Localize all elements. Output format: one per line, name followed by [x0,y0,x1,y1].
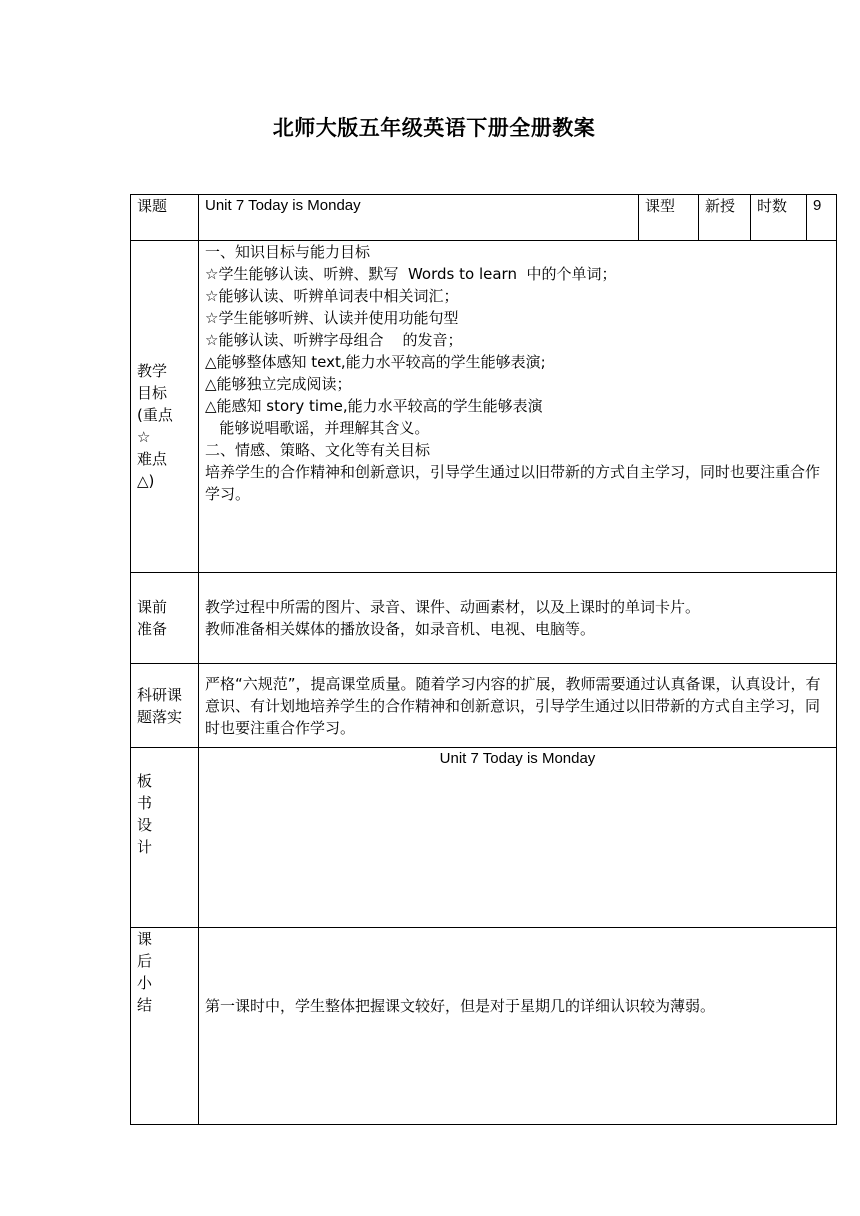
board-content: Unit 7 Today is Monday [199,748,837,928]
hours-label: 时数 [751,195,807,241]
research-label [131,664,199,748]
research-row [131,664,837,748]
objectives-line: 培养学生的合作精神和创新意识，引导学生通过以旧带新的方式自主学习，同时也要注重合作学习。 [205,463,821,503]
summary-row [131,928,837,1125]
objectives-label-line: 目标 [137,383,168,402]
prep-line: 教师准备相关媒体的播放设备，如录音机、电视、电脑等。 [205,620,596,638]
objectives-line: △能够独立完成阅读； [205,375,352,393]
type-label: 课型 [639,195,699,241]
objectives-label [131,241,199,573]
research-label-line: 题落实 [137,707,183,726]
prep-label-line: 准备 [137,620,168,638]
objectives-line: ☆学生能够听辨、认读并使用功能句型 [205,309,459,327]
summary-label-line: 小 [137,974,153,992]
prep-line: 教学过程中所需的图片、录音、课件、动画素材，以及上课时的单词卡片。 [205,598,701,616]
summary-label-line: 结 [137,996,153,1014]
objectives-content [199,241,837,573]
objectives-label-line: △) [137,471,155,490]
prep-content [199,573,837,664]
type-value: 新授 [699,195,751,241]
summary-label-line: 课 [137,930,153,948]
board-label [131,748,199,928]
objectives-label-line: (重点 [137,405,173,424]
objectives-line: 二、情感、策略、文化等有关目标 [205,441,431,459]
board-label-line: 书 [137,794,153,812]
document-title: 北师大版五年级英语下册全册教案 [272,116,596,140]
objectives-label-line: ☆ [137,427,151,446]
objectives-line: 能够说唱歌谣，并理解其含义。 [205,419,430,437]
hours-value: 9 [807,195,837,241]
research-content: 严格“六规范”，提高课堂质量。随着学习内容的扩展，教师需要通过认真备课，认真设计，有意识、有计划地培养学生的合作精神和创新意识，引导学生通过以旧带新的方式自主学习，同时也要注重合作学习。 [199,664,837,748]
board-label-line: 设 [137,816,153,834]
board-label-line: 板 [137,772,153,790]
lesson-plan-table [130,194,837,1125]
objectives-label-line: 教学 [137,361,168,380]
objectives-line: △能感知 story time,能力水平较高的学生能够表演 [205,397,543,415]
board-row [131,748,837,928]
prep-label-line: 课前 [137,598,168,616]
objectives-line: 一、知识目标与能力目标 [205,243,371,261]
objectives-line: ☆学生能够认读、听辨、默写 Words to learn 中的个单词； [205,265,617,283]
research-label-line: 科研课 [137,685,183,704]
summary-content: 第一课时中，学生整体把握课文较好，但是对于星期几的详细认识较为薄弱。 [199,928,837,1125]
topic-label: 课题 [131,195,199,241]
objectives-line: ☆能够认读、听辨字母组合 的发音； [205,331,463,349]
objectives-line: ☆能够认读、听辨单词表中相关词汇； [205,287,459,305]
prep-label [131,573,199,664]
objectives-line: △能够整体感知 text,能力水平较高的学生能够表演; [205,353,546,371]
objectives-row [131,241,837,573]
topic-value: Unit 7 Today is Monday [199,195,639,241]
objectives-label-line: 难点 [137,449,168,468]
topic-row [131,195,837,241]
summary-label [131,928,199,1125]
board-label-line: 计 [137,838,153,856]
summary-label-line: 后 [137,952,153,970]
prep-row [131,573,837,664]
